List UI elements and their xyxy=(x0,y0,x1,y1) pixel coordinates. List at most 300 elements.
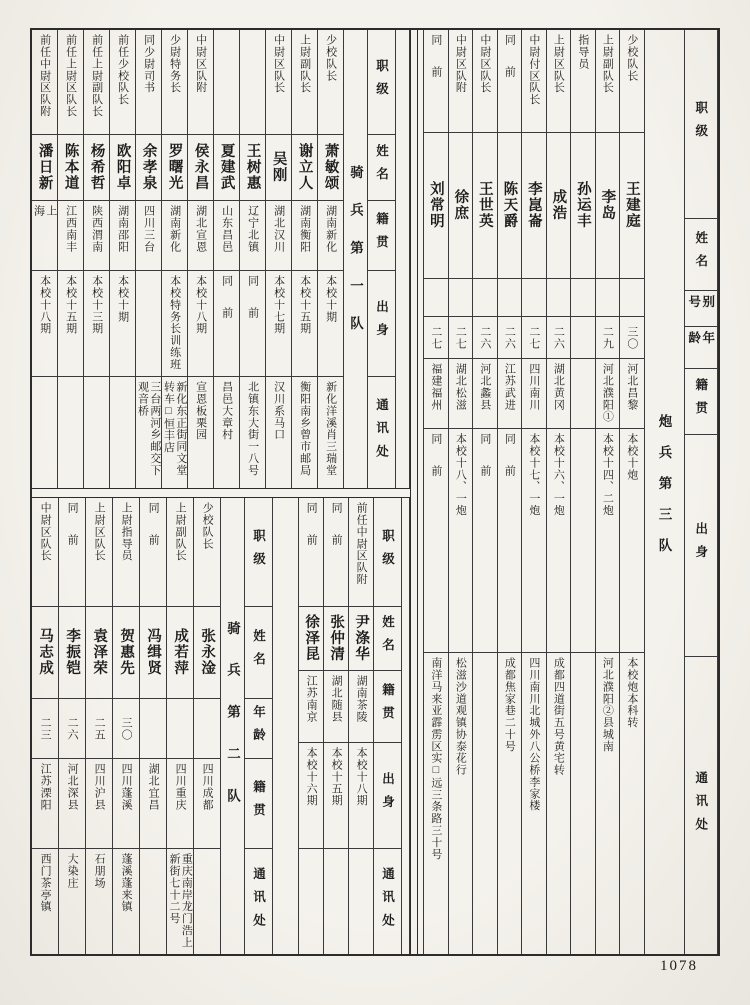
member-address xyxy=(266,376,291,488)
section-artillery-3 xyxy=(418,30,718,954)
member-column xyxy=(167,498,194,954)
member-age xyxy=(113,698,139,758)
member-origin xyxy=(110,200,135,270)
member-rank xyxy=(59,498,85,606)
member-origin-text: 陕西渭南 xyxy=(90,205,103,253)
member-address xyxy=(32,848,58,954)
member-name-text: 罗曙光 xyxy=(166,143,183,192)
member-address xyxy=(299,848,323,954)
member-origin xyxy=(547,358,571,428)
column-header-text: 通讯处 xyxy=(380,866,395,937)
column-header xyxy=(245,606,272,698)
member-name-text: 贺惠先 xyxy=(118,628,135,677)
member-age-text: 三〇 xyxy=(120,716,133,741)
member-address-text: 河北濮阳②县城南 xyxy=(601,657,614,753)
member-rank-text: 少校队长 xyxy=(324,34,337,82)
member-address xyxy=(162,376,187,488)
member-background xyxy=(136,270,161,376)
member-address xyxy=(188,376,213,488)
member-background-text: 本校十八期 xyxy=(355,747,368,807)
member-rank-text: 前任中尉区队附 xyxy=(38,34,51,118)
member-alias xyxy=(571,278,595,316)
member-column xyxy=(424,30,449,954)
member-address xyxy=(136,376,161,488)
member-column xyxy=(110,30,136,488)
member-background xyxy=(266,270,291,376)
member-background xyxy=(449,428,473,652)
member-name xyxy=(86,606,112,698)
column-header-text: 姓名 xyxy=(693,231,708,278)
member-age xyxy=(547,316,571,358)
member-name xyxy=(113,606,139,698)
column-header-text: 籍贯 xyxy=(693,378,708,425)
column-header-text: 通讯处 xyxy=(374,397,389,468)
member-background-text: 本校十七、一炮 xyxy=(527,433,540,517)
member-rank-text: 少校队长 xyxy=(625,34,638,82)
member-origin-text: 湖南茶陵 xyxy=(355,675,368,723)
table-frame xyxy=(30,28,720,956)
member-name-text: 马志成 xyxy=(37,628,54,677)
member-rank-text: 同前 xyxy=(330,502,343,566)
member-background xyxy=(162,270,187,376)
member-origin xyxy=(299,670,323,742)
member-address-text: 衡阳南乡曾市邮局 xyxy=(298,381,311,477)
member-age xyxy=(596,316,620,358)
member-rank xyxy=(571,30,595,132)
member-origin-text: 江西南丰 xyxy=(64,205,77,253)
header-column xyxy=(245,498,273,954)
column-header-text: 年龄 xyxy=(251,705,266,752)
member-origin-text: 河北濮阳① xyxy=(601,363,614,423)
spacer-column xyxy=(402,498,410,954)
member-address xyxy=(86,848,112,954)
column-header-text: 姓名 xyxy=(251,629,266,676)
member-age-text: 二六 xyxy=(66,716,79,741)
member-age xyxy=(59,698,85,758)
member-background-text: 本校十炮 xyxy=(625,433,638,481)
member-background-text: 本校十期 xyxy=(324,275,337,323)
member-rank-text: 同前 xyxy=(66,502,79,566)
member-origin xyxy=(59,758,85,848)
member-rank-text: 前任上尉副队长 xyxy=(90,34,103,118)
member-column xyxy=(449,30,474,954)
column-header-text: 职级 xyxy=(693,100,708,148)
member-column xyxy=(140,498,167,954)
member-address-text: 成都焦家巷二十号 xyxy=(503,657,516,753)
member-column xyxy=(58,30,84,488)
member-column xyxy=(194,498,221,954)
column-header xyxy=(368,134,395,200)
member-background xyxy=(84,270,109,376)
horizontal-section-divider xyxy=(32,488,410,498)
column-header xyxy=(374,742,401,848)
member-name xyxy=(110,134,135,200)
member-origin-text: 四川蓬溪 xyxy=(120,763,133,811)
member-name xyxy=(349,606,373,670)
member-address xyxy=(620,652,644,954)
member-column xyxy=(547,30,572,954)
member-background-text: 本校十八期 xyxy=(194,275,207,335)
member-origin-text: 湖北松滋 xyxy=(454,363,467,411)
member-rank-text: 中尉区队长 xyxy=(272,34,285,94)
column-header-text: 籍贯 xyxy=(251,780,266,827)
member-name-text: 成浩 xyxy=(550,189,567,222)
member-background-text: 本校十八、一炮 xyxy=(454,433,467,517)
member-address xyxy=(58,376,83,488)
member-origin xyxy=(498,358,522,428)
member-age xyxy=(424,316,448,358)
member-address-text: 新化东正街同文堂转车□恒丰店 xyxy=(162,381,187,477)
member-age-text: 二七 xyxy=(454,325,467,350)
member-rank xyxy=(113,498,139,606)
member-origin-text: 四川沪县 xyxy=(93,763,106,811)
member-rank xyxy=(292,30,317,134)
member-alias xyxy=(547,278,571,316)
member-address xyxy=(324,848,348,954)
member-address-text: 成都四道街五号黄宅转 xyxy=(552,657,565,776)
member-address xyxy=(292,376,317,488)
spacer-column xyxy=(396,30,410,488)
member-rank-text: 中尉区队附 xyxy=(454,34,467,94)
member-rank xyxy=(136,30,161,134)
member-column xyxy=(571,30,596,954)
section-cavalry-1 xyxy=(32,30,410,488)
member-name xyxy=(318,134,343,200)
member-column xyxy=(32,30,58,488)
member-address-text: 汉川系马口 xyxy=(272,381,285,441)
member-rank-text: 中尉付区队长 xyxy=(527,34,540,106)
column-header xyxy=(245,698,272,758)
member-name xyxy=(167,606,193,698)
member-column xyxy=(318,30,344,488)
header-column xyxy=(685,30,719,954)
member-age-text: 二三 xyxy=(39,716,52,741)
column-header xyxy=(374,848,401,954)
member-rank-text: 同少尉司书 xyxy=(142,34,155,94)
member-origin-text: 山东昌邑 xyxy=(220,205,233,253)
member-name xyxy=(292,134,317,200)
member-origin xyxy=(113,758,139,848)
member-address-text: 三台两河乡邮交下观音桥 xyxy=(136,381,161,477)
member-alias xyxy=(596,278,620,316)
member-origin-text: 湖北宜昌 xyxy=(147,763,160,811)
member-origin-text: 四川成都 xyxy=(201,763,214,811)
member-age xyxy=(498,316,522,358)
member-origin-text: 河北蠡县 xyxy=(478,363,491,411)
column-header xyxy=(685,30,718,218)
member-rank xyxy=(424,30,448,132)
member-name-text: 陈天爵 xyxy=(501,181,518,230)
member-address xyxy=(349,848,373,954)
member-name xyxy=(32,606,58,698)
member-background xyxy=(522,428,546,652)
member-name xyxy=(324,606,348,670)
member-alias xyxy=(424,278,448,316)
member-age xyxy=(620,316,644,358)
member-background xyxy=(188,270,213,376)
member-column xyxy=(620,30,645,954)
section-title-cavalry-1-text: 骑兵第一队 xyxy=(348,164,364,354)
member-alias xyxy=(449,278,473,316)
member-background xyxy=(424,428,448,652)
member-address-text: 宣恩板栗园 xyxy=(194,381,207,441)
member-origin-text: 辽宁北镇 xyxy=(246,205,259,253)
member-rank xyxy=(349,498,373,606)
member-origin xyxy=(188,200,213,270)
member-name xyxy=(240,134,265,200)
member-address-text: 四川南川北城外八公桥李家楼 xyxy=(527,657,540,812)
member-name-text: 尹涤华 xyxy=(353,614,370,663)
member-name-text: 夏建武 xyxy=(218,143,235,192)
member-origin xyxy=(318,200,343,270)
member-origin xyxy=(32,758,58,848)
member-column xyxy=(240,30,266,488)
member-origin xyxy=(162,200,187,270)
member-rank xyxy=(266,30,291,134)
member-rank-text: 同前 xyxy=(429,34,442,98)
member-rank-text: 前任上尉区队长 xyxy=(64,34,77,118)
member-rank-text: 中尉区队长 xyxy=(478,34,491,94)
member-rank xyxy=(32,30,57,134)
member-origin xyxy=(32,200,57,270)
member-address-text: 大染庄 xyxy=(66,853,79,889)
member-background-text: 本校十五期 xyxy=(64,275,77,335)
column-header-text: 姓名 xyxy=(374,144,389,191)
member-rank-text: 同前 xyxy=(503,34,516,98)
member-rank xyxy=(547,30,571,132)
column-header xyxy=(368,200,395,270)
member-origin xyxy=(324,670,348,742)
member-alias xyxy=(522,278,546,316)
member-name xyxy=(299,606,323,670)
member-rank-text: 上尉副队长 xyxy=(298,34,311,94)
member-rank-text: 中尉区队附 xyxy=(194,34,207,94)
member-rank xyxy=(86,498,112,606)
member-address xyxy=(424,652,448,954)
member-origin-text: 四川三台 xyxy=(142,205,155,253)
member-age-text: 二九 xyxy=(601,325,614,350)
member-origin xyxy=(449,358,473,428)
member-name xyxy=(188,134,213,200)
member-rank-text: 少校队长 xyxy=(201,502,214,550)
member-name xyxy=(214,134,239,200)
member-age xyxy=(32,698,58,758)
member-column xyxy=(136,30,162,488)
spacer-column xyxy=(273,498,299,954)
member-background-text: 本校十期 xyxy=(116,275,129,323)
member-rank xyxy=(140,498,166,606)
column-header xyxy=(374,606,401,670)
member-origin xyxy=(596,358,620,428)
member-origin-text: 福建福州 xyxy=(429,363,442,411)
member-name-text: 徐庶 xyxy=(452,189,469,222)
member-background-text: 本校十五期 xyxy=(298,275,311,335)
member-background-text: 本校十五期 xyxy=(330,747,343,807)
section-title-cavalry-1 xyxy=(344,30,368,488)
member-background xyxy=(32,270,57,376)
member-origin-text: 江苏南京 xyxy=(305,675,318,723)
column-header xyxy=(685,218,718,290)
member-address xyxy=(214,376,239,488)
column-header-text: 出身 xyxy=(380,772,395,819)
member-rank xyxy=(194,498,220,606)
member-name-text: 潘日新 xyxy=(36,143,53,192)
column-header xyxy=(685,434,718,656)
member-background xyxy=(349,742,373,848)
member-name-text: 张仲清 xyxy=(328,614,345,663)
member-age xyxy=(449,316,473,358)
column-header-text: 出身 xyxy=(693,522,708,569)
member-address xyxy=(140,848,166,954)
member-name-text: 欧阳卓 xyxy=(114,143,131,192)
member-background xyxy=(324,742,348,848)
member-origin-text: 湖南新化 xyxy=(168,205,181,253)
member-name-text: 陈本道 xyxy=(62,143,79,192)
member-name xyxy=(473,132,497,278)
member-rank-text: 上尉副队长 xyxy=(174,502,187,562)
member-rank-text: 前任中尉区队附 xyxy=(355,502,368,586)
member-name-text: 王建庭 xyxy=(623,181,640,230)
member-age-text: 二七 xyxy=(429,325,442,350)
member-origin xyxy=(194,758,220,848)
member-origin xyxy=(240,200,265,270)
member-address xyxy=(167,848,193,954)
column-header-text: 通讯处 xyxy=(251,866,266,937)
member-column xyxy=(59,498,86,954)
member-name-text: 孙运丰 xyxy=(574,181,591,230)
member-name-text: 谢立人 xyxy=(296,143,313,192)
member-rank xyxy=(620,30,644,132)
member-column xyxy=(162,30,188,488)
member-name-text: 李崑崙 xyxy=(525,181,542,230)
header-column xyxy=(374,498,402,954)
member-background-text: 同前 xyxy=(246,275,259,339)
member-origin-text: 湖北宣恩 xyxy=(194,205,207,253)
member-age xyxy=(571,316,595,358)
member-background-text: 同前 xyxy=(478,433,491,497)
member-age-text: 二六 xyxy=(552,325,565,350)
member-origin xyxy=(522,358,546,428)
member-rank xyxy=(498,30,522,132)
column-header-text: 籍贯 xyxy=(374,212,389,259)
member-origin-text: 四川南川 xyxy=(527,363,540,411)
column-header xyxy=(685,290,718,326)
member-column xyxy=(473,30,498,954)
member-address xyxy=(449,652,473,954)
member-rank xyxy=(596,30,620,132)
member-rank xyxy=(240,30,265,134)
member-rank-text: 同前 xyxy=(147,502,160,566)
member-rank-text: 上尉区队长 xyxy=(552,34,565,94)
column-header xyxy=(245,758,272,848)
member-origin xyxy=(84,200,109,270)
member-name xyxy=(162,134,187,200)
member-origin-text: 湖南衡阳 xyxy=(298,205,311,253)
member-rank xyxy=(214,30,239,134)
section-title-artillery-3 xyxy=(645,30,685,954)
member-column xyxy=(349,498,374,954)
member-age xyxy=(86,698,112,758)
column-header-text: 年龄 xyxy=(686,331,715,355)
member-name-text: 李振铠 xyxy=(64,628,81,677)
member-name-text: 徐泽昆 xyxy=(303,614,320,663)
column-header-text: 别号 xyxy=(686,295,715,319)
column-header xyxy=(368,376,395,488)
member-name xyxy=(547,132,571,278)
member-address-text: 西门茶亭镇 xyxy=(39,853,52,913)
member-address-text: 石朋场 xyxy=(93,853,106,889)
member-background-text: 同前 xyxy=(503,433,516,497)
member-background xyxy=(299,742,323,848)
column-header xyxy=(374,498,401,606)
member-name xyxy=(449,132,473,278)
column-header-text: 职级 xyxy=(380,528,395,576)
member-origin-text: 湖北黄冈 xyxy=(552,363,565,411)
member-address xyxy=(110,376,135,488)
member-address xyxy=(318,376,343,488)
member-name-text: 王世英 xyxy=(476,181,493,230)
member-origin xyxy=(473,358,497,428)
member-name xyxy=(59,606,85,698)
member-rank-text: 中尉区队长 xyxy=(39,502,52,562)
member-origin-text: 江苏武进 xyxy=(503,363,516,411)
member-age-text: 二七 xyxy=(527,325,540,350)
member-rank-text: 上尉指导员 xyxy=(120,502,133,562)
member-rank-text: 同前 xyxy=(305,502,318,566)
column-header-text: 籍贯 xyxy=(380,683,395,730)
member-address xyxy=(113,848,139,954)
member-address xyxy=(84,376,109,488)
member-origin xyxy=(266,200,291,270)
column-header xyxy=(374,670,401,742)
member-rank xyxy=(299,498,323,606)
section-title-cavalry-2-text: 骑兵第二队 xyxy=(225,621,241,831)
member-origin-text: 四川重庆 xyxy=(174,763,187,811)
member-background xyxy=(58,270,83,376)
member-name-text: 余孝泉 xyxy=(140,143,157,192)
member-address xyxy=(32,376,57,488)
member-origin-text: 上海 xyxy=(32,205,57,237)
member-rank xyxy=(110,30,135,134)
member-address-text: 蓬溪蓬来镇 xyxy=(120,853,133,913)
member-rank-text: 指导员 xyxy=(576,34,589,70)
member-origin xyxy=(571,358,595,428)
member-address xyxy=(547,652,571,954)
member-rank xyxy=(32,498,58,606)
member-name-text: 刘常明 xyxy=(427,181,444,230)
member-background xyxy=(596,428,620,652)
member-origin-text: 湖北随县 xyxy=(330,675,343,723)
member-column xyxy=(299,498,324,954)
member-background-text: 本校十六、一炮 xyxy=(552,433,565,517)
vertical-section-divider xyxy=(410,30,418,954)
member-address-text: 新化洋溪肖三瑞堂 xyxy=(324,381,337,477)
member-background xyxy=(473,428,497,652)
member-background xyxy=(110,270,135,376)
member-column xyxy=(596,30,621,954)
member-column xyxy=(113,498,140,954)
member-age xyxy=(522,316,546,358)
member-origin xyxy=(58,200,83,270)
member-column xyxy=(498,30,523,954)
member-address xyxy=(59,848,85,954)
member-address-text: 重庆南岸龙门浩上新街七十二号 xyxy=(168,853,193,949)
member-address xyxy=(498,652,522,954)
member-origin-text: 河北深县 xyxy=(66,763,79,811)
member-rank xyxy=(84,30,109,134)
column-header-text: 通讯处 xyxy=(693,770,708,841)
member-rank xyxy=(324,498,348,606)
